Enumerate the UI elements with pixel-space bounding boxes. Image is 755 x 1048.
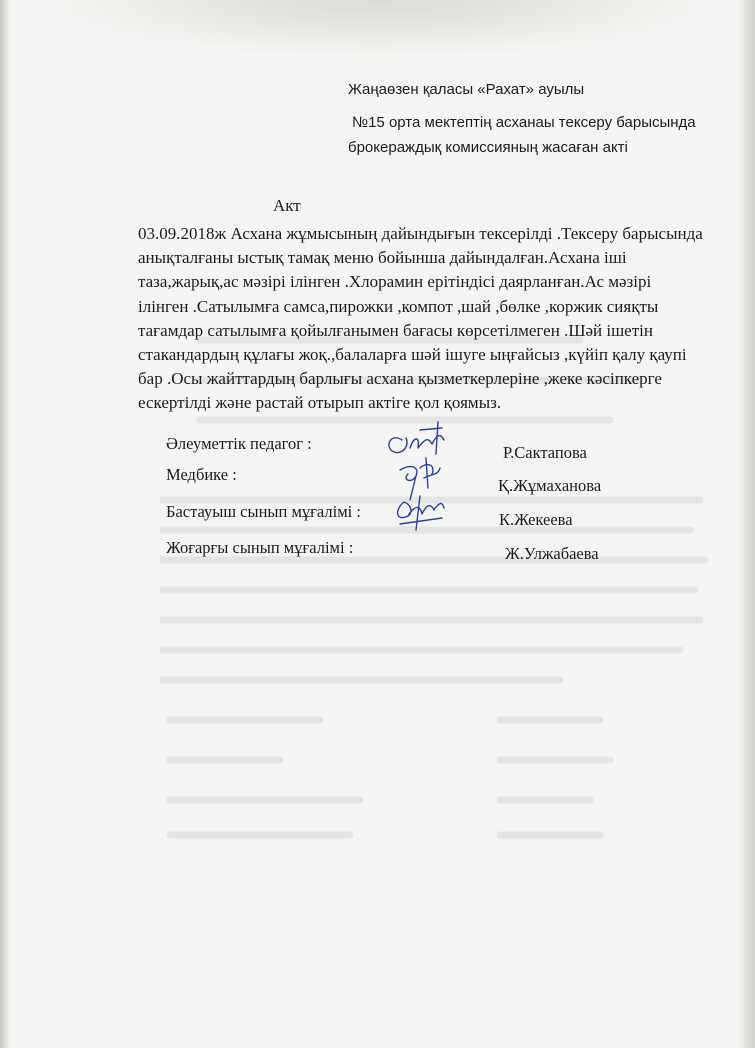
paragraph-line: ілінген .Сатылымға самса,пирожки ,компот ,шай ,бөлке ,коржик сияқты [138, 296, 659, 316]
act-paragraph [138, 222, 716, 416]
scan-smudge [30, 0, 730, 60]
signatory-role: Әлеуметтік педагог : [166, 434, 312, 453]
paragraph-line: анықталғаны ыстық тамақ меню бойынша дайындалған.Асхана іші [138, 248, 627, 268]
paragraph-line: ескертілді және растай отырып актіге қол қоямыз. [138, 393, 502, 413]
signature-zhumakhanova [400, 458, 440, 500]
handwritten-signatures [380, 418, 460, 548]
signatory-name: Ж.Улжабаева [505, 544, 599, 563]
signatory-role: Медбике : [166, 465, 237, 484]
signature-zhekeeva [398, 496, 444, 530]
scan-shadow-left [0, 0, 10, 1048]
paragraph-line: бар .Осы жайттардың барлығы асхана қызметкерлеріне ,жеке кәсіпкерге [138, 369, 662, 389]
signatory-name: К.Жекеева [499, 510, 573, 529]
paragraph-line: таза,жарық,ас мәзірі ілінген .Хлорамин ерітіндісі даярланған.Ас мәзірі [138, 272, 652, 292]
header-commission: брокераждық комиссияның жасаған акті [348, 139, 628, 156]
signatory-role: Бастауыш сынып мұғалімі : [166, 502, 361, 521]
header-location: Жаңаөзен қаласы «Рахат» ауылы [348, 81, 585, 98]
paragraph-line: тағамдар сатылымға қойылғанымен бағасы көрсетілмеген .Шәй ішетін [138, 320, 653, 340]
header-school: №15 орта мектептің асханаы тексеру барысында [352, 114, 696, 131]
signatory-role: Жоғарғы сынып мұғалімі : [166, 538, 354, 557]
document-title: Акт [273, 196, 301, 215]
paragraph-line: стакандардың құлағы жоқ.,балаларға шәй ішуге ыңғайсыз ,күйіп қалу қаупі [138, 345, 687, 365]
signature-sakhtapova [389, 422, 444, 454]
scan-shadow-right [737, 0, 755, 1048]
signatory-name: Қ.Жұмаханова [498, 476, 602, 495]
signatory-name: Р.Сактапова [503, 443, 587, 462]
paragraph-line: 03.09.2018ж Асхана жұмысының дайындығын тексерілді .Тексеру барысында [138, 224, 703, 243]
